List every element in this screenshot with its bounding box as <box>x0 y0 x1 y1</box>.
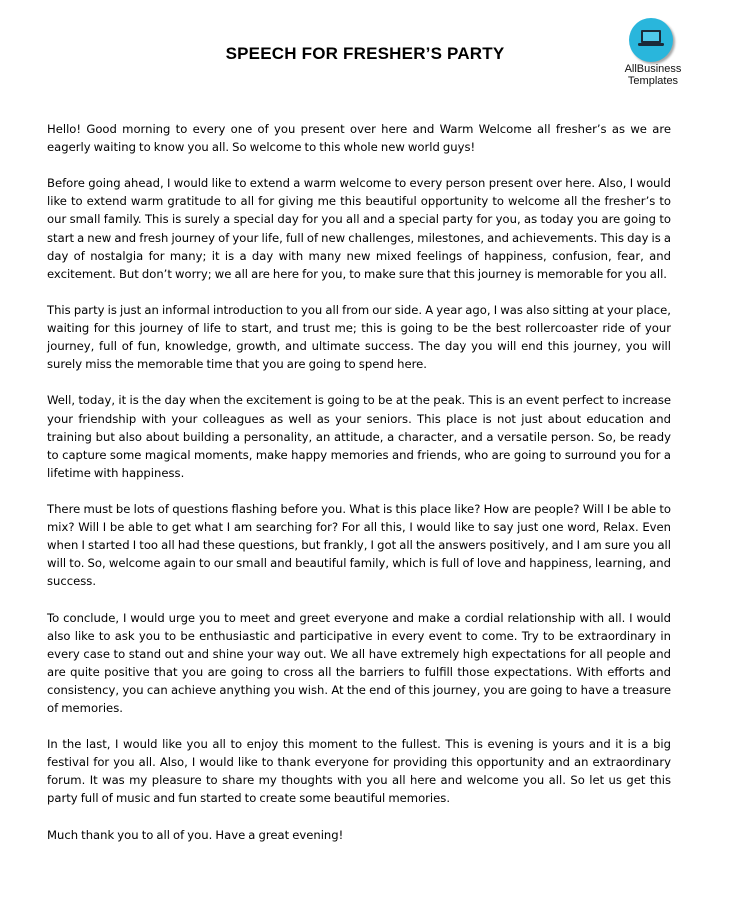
paragraph-closing: In the last, I would like you all to enjoy this moment to the fullest. This is evening is yours and it is a big festival for you all. Also, I would like to thank everyone for providing this opportunity and an extraordinary forum. It was my pleasure to share my thoughts with you all here and welcome you all. So let us get this party full of music and fun started to create some beautiful memories. <box>47 737 671 806</box>
document-title: SPEECH FOR FRESHER’S PARTY <box>225 44 505 63</box>
logo-line-2: Templates <box>627 75 679 87</box>
paragraph-introduction: This party is just an informal introduction to you all from our side. A year ago, I was also sitting at your place, waiting for this journey of life to start, and trust me; this is going to be the best rollercoaster ride of your journey, full of fun, knowledge, growth, and ultimate success. The day you will end this journey, you will surely miss the memorable time that you are going to spend here. <box>47 302 671 372</box>
paragraph-greeting: Hello! Good morning to every one of you present over here and Warm Welcome all fresher’s as we are eagerly waiting to know you all. So welcome to this whole new world guys! <box>47 122 671 155</box>
allbusiness-templates-logo <box>610 18 696 90</box>
paragraph-conclusion: To conclude, I would urge you to meet and greet everyone and make a cordial relationship with all. I would also like to ask you to be enthusiastic and participative in every event to come. Try to be extraordinary in every case to stand out and shine your way out. We all have extremely high expectations for all people and are quite positive that you are going to cross all the barriers to fulfill those expectations. With efforts and consistency, you can achieve anything you wish. At the end of this journey, you are going to have a treasure of memories. <box>47 610 671 715</box>
paragraph-welcome: Before going ahead, I would like to extend a warm welcome to every person present over here. Also, I would like to extend warm gratitude to all for giving me this beautiful opportunity to welcome all the fresher’s to our small family. This is surely a special day for you all and a special party for you, as today you are going to start a new and fresh journey of your life, full of new challenges, milestones, and achievements. This day is a day of nostalgia for many; it is a day with many new mixed feelings of happiness, confusion, fear, and excitement. But don’t worry; we all are here for you, to make sure that this journey is memorable for you all. <box>47 176 671 281</box>
logo-line-1: AllBusiness <box>624 63 682 75</box>
paragraph-thanks: Much thank you to all of you. Have a great evening! <box>47 827 344 842</box>
laptop-icon <box>637 29 665 49</box>
paragraph-excitement: Well, today, it is the day when the excitement is going to be at the peak. This is an event perfect to increase your friendship with your colleagues as well as your seniors. This place is not just about education and training but also about building a personality, an attitude, a character, and a versatile person. So, be ready to capture some magical moments, make happy memories and friends, who are going to surround you for a lifetime with happiness. <box>47 393 671 480</box>
paragraph-questions: There must be lots of questions flashing before you. What is this place like? How are people? Will I be able to mix? Will I be able to get what I am searching for? For all this, I would like to say just one word, Relax. Even when I started I too all had these questions, but frankly, I got all the answers positively, and I am sure you all will to. So, welcome again to our small and beautiful family, which is full of love and happiness, learning, and success. <box>47 501 671 589</box>
logo-text <box>610 63 696 87</box>
logo-badge <box>629 18 673 62</box>
speech-body <box>47 120 671 862</box>
